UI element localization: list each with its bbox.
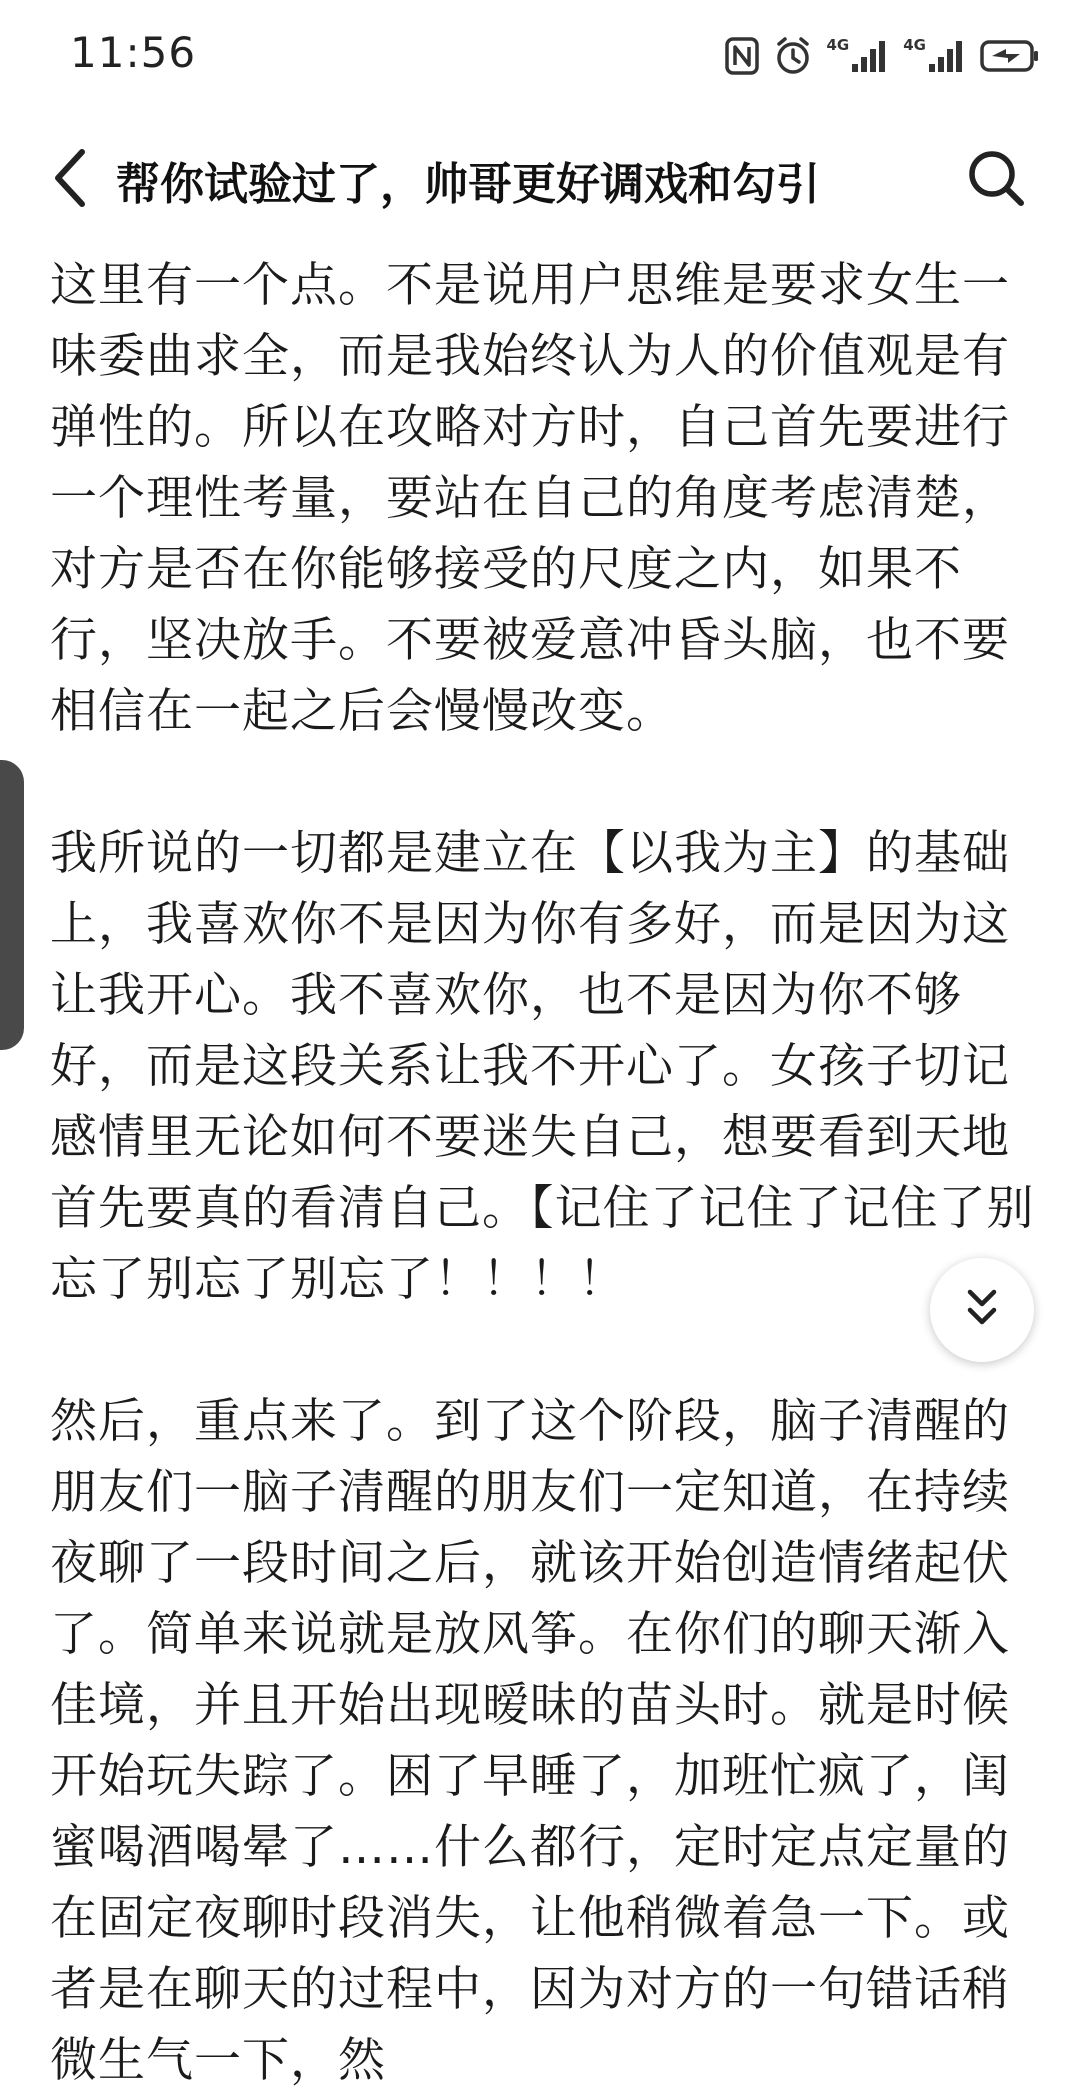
nfc-icon xyxy=(725,37,759,75)
article-header xyxy=(0,130,1080,230)
status-bar xyxy=(0,0,1080,116)
alarm-icon xyxy=(773,36,813,76)
status-icons xyxy=(725,34,1041,78)
back-button[interactable] xyxy=(40,140,100,220)
signal-4g-icon xyxy=(903,38,966,74)
network-label: 4G xyxy=(903,36,926,54)
article-paragraph: 这里有一个点。不是说用户思维是要求女生一味委曲求全，而是我始终认为人的价值观是有弹性的。所以在攻略对方时，自己首先要进行一个理性考量，要站在自己的角度考虑清楚，对方是否在你能够接受的尺度之内，如果不行，坚决放手。不要被爱意冲昏头脑，也不要相信在一起之后会慢慢改变。 xyxy=(50,258,1010,739)
chevron-left-icon xyxy=(50,146,90,214)
side-panel-handle[interactable] xyxy=(0,760,24,1050)
signal-4g-icon xyxy=(827,38,890,74)
article-body xyxy=(50,250,1040,2090)
article-paragraph: 我所说的一切都是建立在【以我为主】的基础上，我喜欢你不是因为你有多好，而是因为这让我开心。我不喜欢你，也不是因为你不够好，而是这段关系让我不开心了。女孩子切记感情里无论如何不要迷失自己，想要看到天地首先要真的看清自己。【记住了记住了记住了别忘了别忘了别忘了！！！！ xyxy=(50,826,1035,1307)
double-chevron-down-icon xyxy=(962,1286,1002,1334)
page-title: 帮你试验过了，帅哥更好调戏和勾引 xyxy=(116,159,820,210)
expand-button[interactable] xyxy=(930,1258,1034,1362)
search-button[interactable] xyxy=(952,136,1040,224)
article-paragraph: 然后，重点来了。到了这个阶段，脑子清醒的朋友们一脑子清醒的朋友们一定知道，在持续夜聊了一段时间之后，就该开始创造情绪起伏了。简单来说就是放风筝。在你们的聊天渐入佳境，并且开始出现暧昧的苗头时。就是时候开始玩失踪了。困了早睡了，加班忙疯了，闺蜜喝酒喝晕了……什么都行，定时定点定量的在固定夜聊时段消失，让他稍微着急一下。或者是在聊天的过程中，因为对方的一句错话稍微生气一下，然 xyxy=(50,1394,1010,2088)
battery-charging-icon xyxy=(980,39,1040,73)
network-label: 4G xyxy=(826,36,850,54)
search-icon xyxy=(965,147,1027,213)
status-time: 11:56 xyxy=(70,28,197,77)
